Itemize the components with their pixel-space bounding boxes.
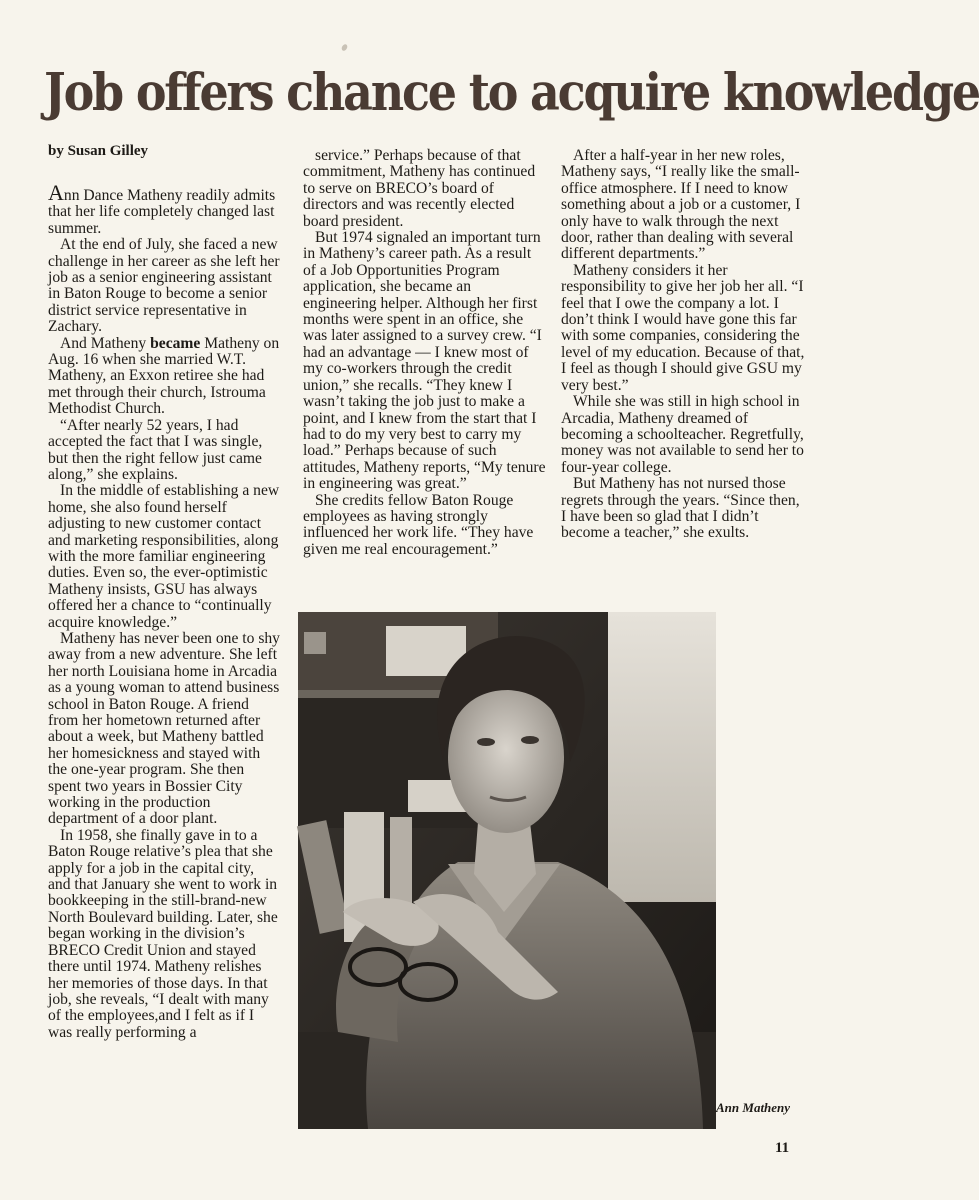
drop-cap: A xyxy=(48,180,64,205)
lead-paragraph xyxy=(48,180,280,237)
page-number: 11 xyxy=(775,1140,790,1156)
paragraph: Matheny has never been one to shy away from a new adventure. She left her north Louisiana home in Arcadia as a young woman to attend business school in Baton Rouge. A friend from her hometown returned after about a week, but Matheny battled her homesickness and stayed with the one-year program. She then spent two years in Bossier City working in the production department of a door plant. xyxy=(48,629,280,828)
photo-caption: Ann Matheny xyxy=(716,1100,791,1115)
portrait-photo xyxy=(298,612,716,1129)
paragraph xyxy=(48,336,280,418)
print-speck xyxy=(341,43,349,52)
byline: by Susan Gilley xyxy=(48,143,149,159)
article-column-1 xyxy=(48,180,280,1041)
paragraph-text: Matheny on Aug. 16 when she married W.T. Matheny, an Exxon retiree she had met through their church, Istrouma Methodist Church. xyxy=(48,334,280,418)
lead-text: nn Dance Matheny readily admits that her life completely changed last summer. xyxy=(48,187,276,237)
paragraph-text: And Matheny xyxy=(60,334,151,352)
paragraph: At the end of July, she faced a new challenge in her career as she left her job as a senior engineering assistant in Baton Rouge to become a senior district service representative in Zachary. xyxy=(48,236,280,336)
article-column-2 xyxy=(303,148,547,558)
paragraph: After a half-year in her new roles, Matheny says, “I really like the small-office atmosphere. If I need to know something about a job or a customer, I only have to walk through the next door, rather than dealing with several different departments.” xyxy=(561,147,801,263)
emphasis-word: became xyxy=(150,334,201,352)
paragraph: But Matheny has not nursed those regrets through the years. “Since then, I have been so glad that I didn’t become a teacher,” she exults. xyxy=(561,475,800,542)
article-column-3 xyxy=(561,148,805,542)
paragraph: Matheny considers it her responsibility to give her job her all. “I feel that I owe the company a lot. I don’t think I would have gone this far with some companies, considering the level of my education. Because of that, I feel as though I should give GSU my very best.” xyxy=(561,261,805,394)
paragraph: But 1974 signaled an important turn in Matheny’s career path. As a result of a Job Opportunities Program application, she became an engineering helper. Although her first months were spent in an office, she was later assigned to a survey crew. “I had an advantage — I knew most of my co-workers through the credit union,” she recalls. “They knew I wasn’t taking the job just to make a point, and I knew from the start that I had to do my very best to carry my load.” Perhaps because of such attitudes, Matheny reports, “My tenure in engineering was great.” xyxy=(303,229,546,493)
paragraph: “After nearly 52 years, I had accepted the fact that I was single, but then the right fellow just came along,” she explains. xyxy=(48,416,263,483)
headline: Job offers chance to acquire knowledge xyxy=(44,62,979,123)
paragraph: service.” Perhaps because of that commitment, Matheny has continued to serve on BRECO’s board of directors and was recently elected board president. xyxy=(303,147,536,230)
portrait-illustration xyxy=(298,612,716,1129)
paragraph: She credits fellow Baton Rouge employees as having strongly influenced her work life. “They have given me real encouragement.” xyxy=(303,491,534,558)
paragraph: In the middle of establishing a new home, she also found herself adjusting to new customer contact and marketing responsibilities, along with the more familiar engineering duties. Even so, the ever-optimistic Matheny insists, GSU has always offered her a chance to “continually acquire knowledge.” xyxy=(48,482,280,631)
paragraph: While she was still in high school in Arcadia, Matheny dreamed of becoming a schoolteacher. Regretfully, money was not available to send her to four-year college. xyxy=(561,393,804,476)
paragraph: In 1958, she finally gave in to a Baton Rouge relative’s plea that she apply for a job in the capital city, and that January she went to work in bookkeeping in the still-brand-new North Boulevard building. Later, she began working in the division’s BRECO Credit Union and stayed there until 1974. Matheny relishes her memories of those days. In that job, she reveals, “I dealt with many of the employees,and I felt as if I was really performing a xyxy=(48,826,278,1041)
